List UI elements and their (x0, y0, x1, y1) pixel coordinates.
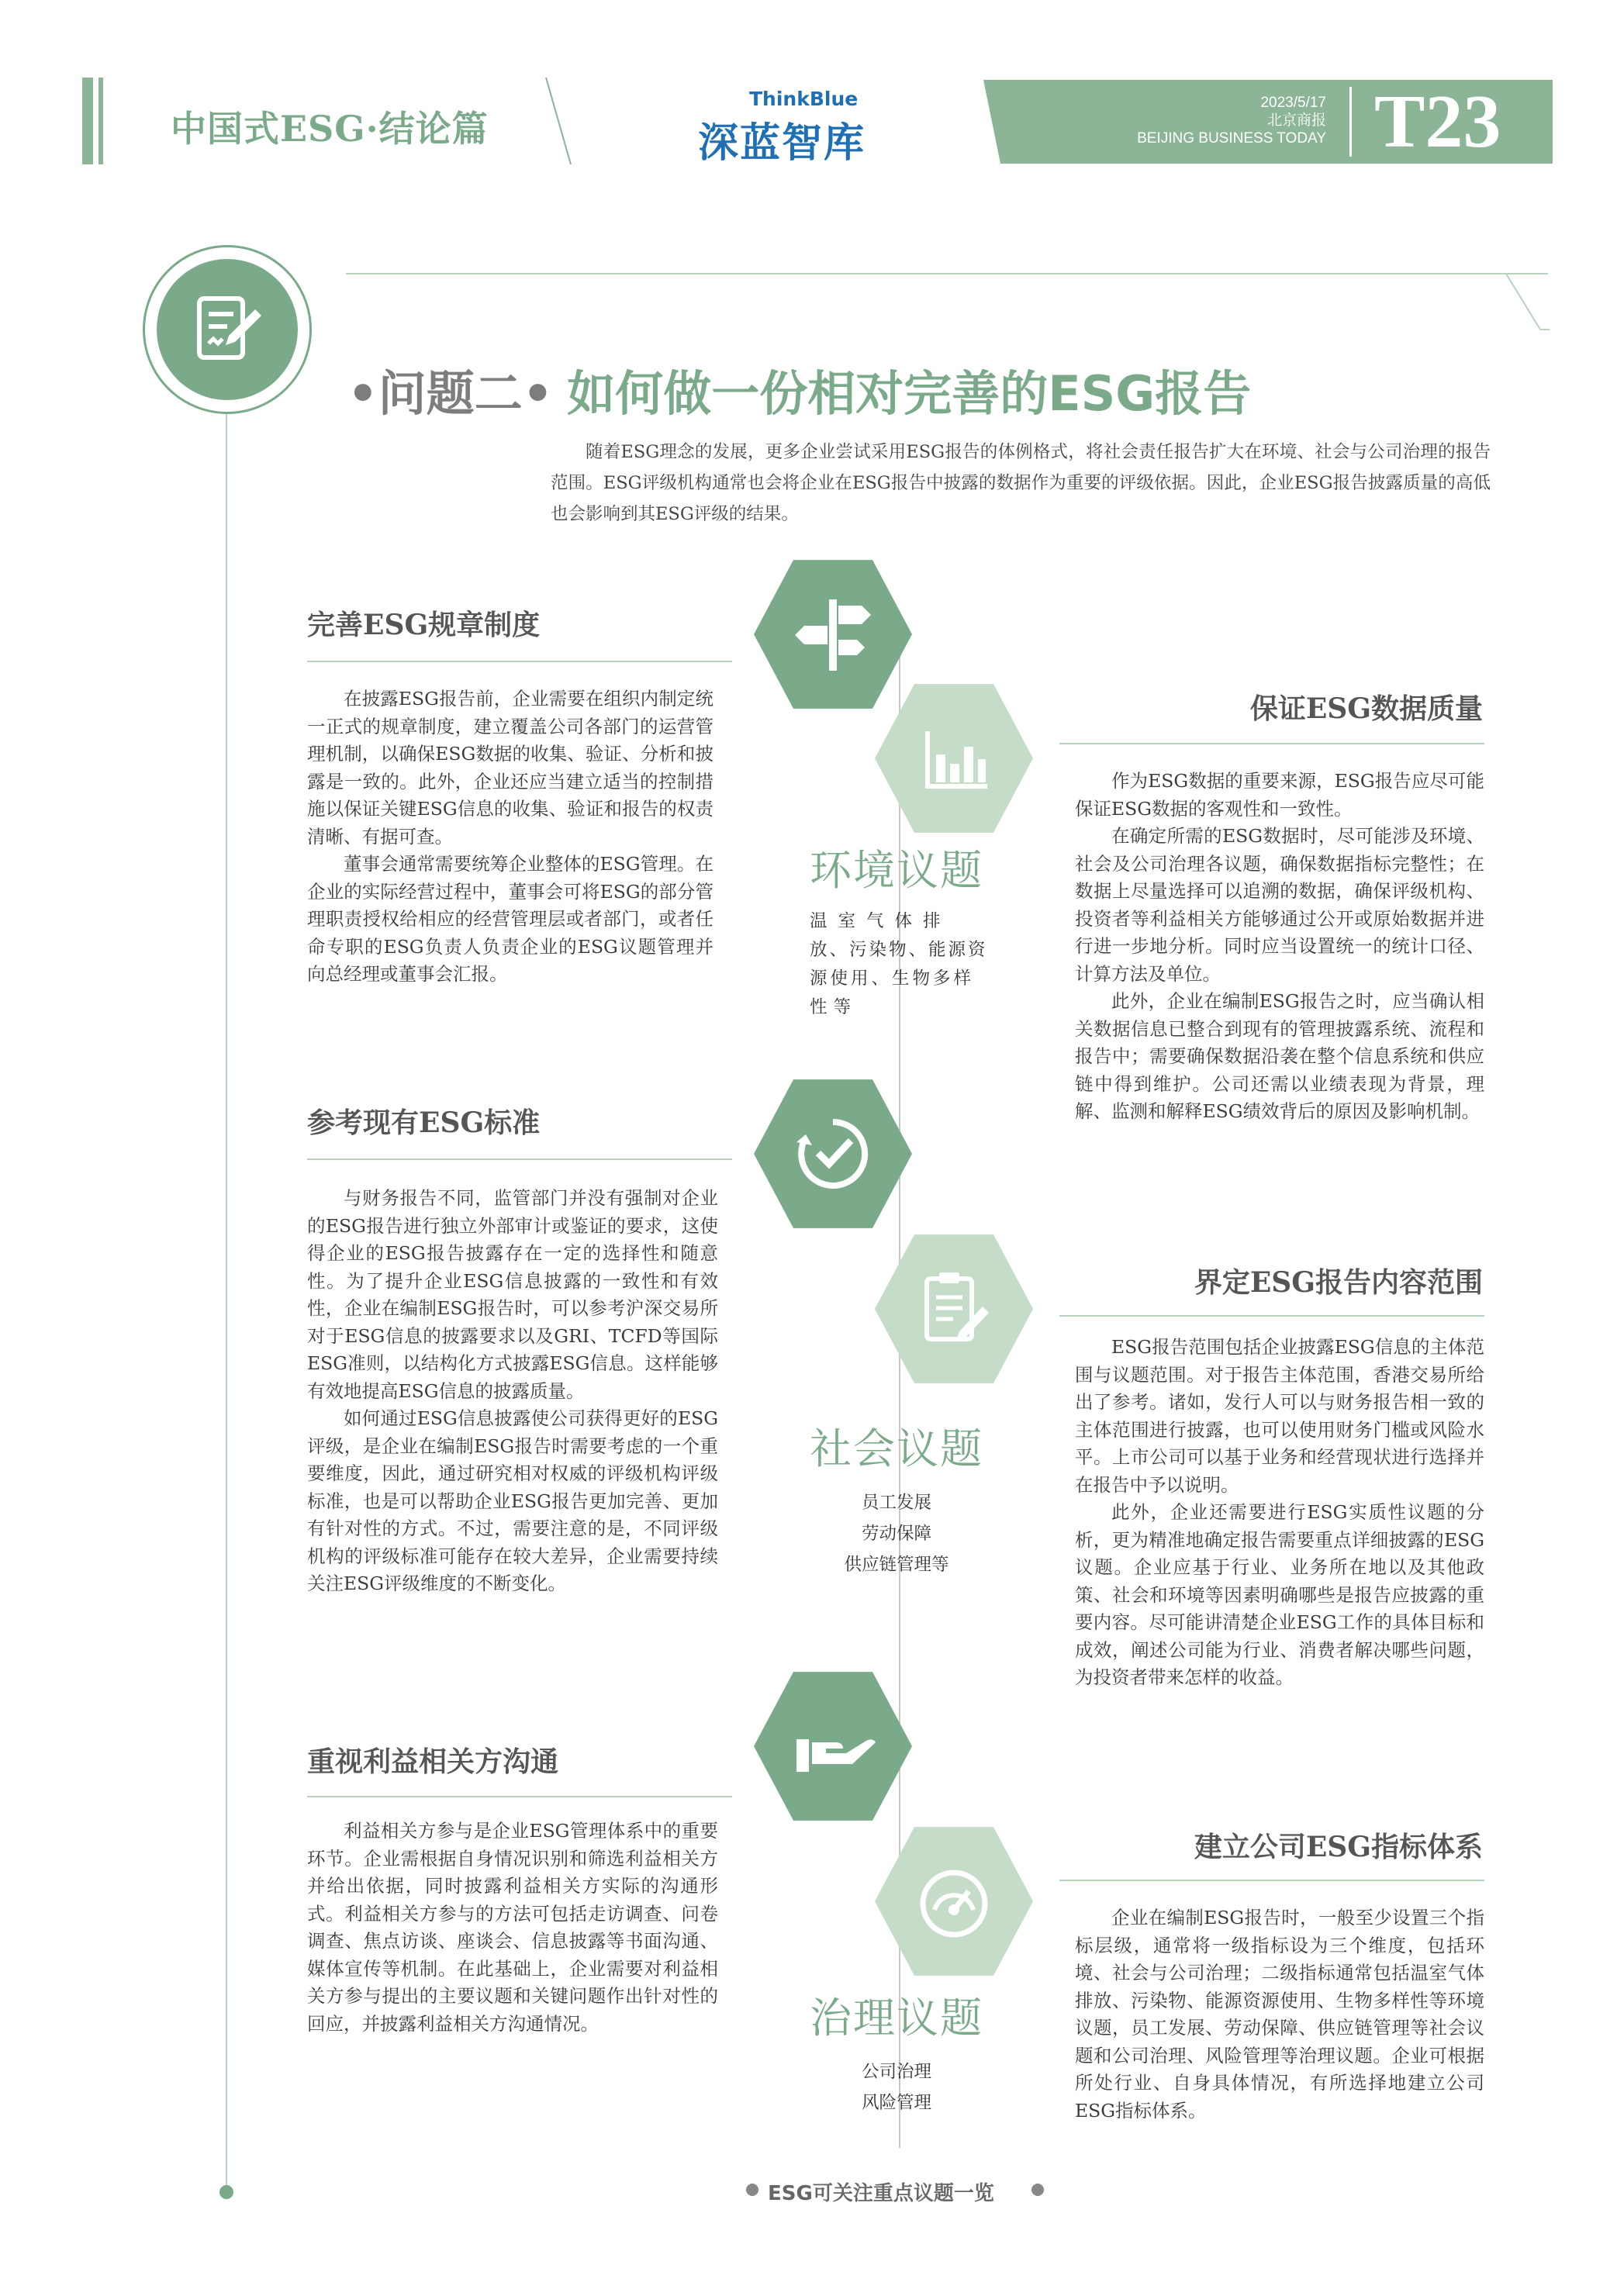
hex-hand (754, 1667, 912, 1825)
title-prefix: •问题二• (347, 365, 554, 422)
paper-name-en: BEIJING BUSINESS TODAY (1137, 130, 1326, 147)
title-icon-inner (157, 259, 298, 400)
document-edit-icon (188, 291, 266, 368)
section-rule (1059, 1880, 1484, 1881)
section-heading-scope: 界定ESG报告内容范围 (1194, 1266, 1483, 1299)
section-body-stakeholders: 利益相关方参与是企业ESG管理体系中的重要环节。企业需根据自身情况识别和筛选利益相关方并给出依据，同时披露利益相关方实际的沟通形式。利益相关方参与的方法可包括走访调查、问卷调查、焦点访谈、座谈会、信息披露等书面沟通、媒体宣传等机制。在此基础上，企业需要对利益相关方参与提出的主要议题和关键问题作出针对性的回应，并披露利益相关方沟通情况。 (307, 1820, 718, 2035)
timeline-line (226, 411, 227, 2191)
header-meta (1070, 94, 1326, 147)
section-heading-data-quality: 保证ESG数据质量 (1249, 692, 1483, 725)
brand-logo-cn: 深蓝智库 (698, 120, 866, 167)
title-rule-drop (1505, 274, 1551, 331)
section-rule (307, 661, 732, 662)
topic-title-governance: 治理议题 (810, 1994, 983, 2042)
page-number: T23 (1374, 80, 1501, 164)
title-main: 如何做一份相对完善的ESG报告 (567, 365, 1252, 422)
page-title (347, 355, 1251, 424)
bar-chart-icon (911, 716, 997, 801)
header-diagonal-line (543, 76, 574, 166)
header-left-bar-thick (82, 78, 93, 164)
topic-title-social: 社会议题 (810, 1424, 983, 1473)
topic-items-governance: 公司治理 风险管理 (861, 2062, 931, 2113)
timeline-end-dot (219, 2185, 233, 2199)
paper-name-cn: 北京商报 (1266, 112, 1326, 129)
section-body-standards: 与财务报告不同，监管部门并没有强制对企业的ESG报告进行独立外部审计或鉴证的要求，这使得企业的ESG报告披露存在一定的选择性和随意性。为了提升企业ESG信息披露的一致性和有效性，企业在编制ESG报告时，可以参考沪深交易所对于ESG信息的披露要求以及GRI、TCFD等国际ESG准则，以结构化方式披露ESG信息。这样能够有效地提高ESG信息的披露质量。 如何通过ESG信息披露使公司获得更好的ESG评级，是企业在编制ESG报告时需要考虑的一个重要维度，因此，通过研究相对权威的评级机构评级标准，也是可以帮助企业ESG报告更加完善、更加有针对性的方式。不过，需要注意的是，不同评级机构的评级标准可能存在较大差异，企业需要持续关注ESG评级维度的不断变化。 (307, 1187, 718, 1594)
section-body-rules: 在披露ESG报告前，企业需要在组织内制定统一正式的规章制度，建立覆盖公司各部门的运营管理机制，以确保ESG数据的收集、验证、分析和披露是一致的。此外，企业还应当建立适当的控制措施以保证关键ESG信息的收集、验证和报告的权责清晰、有据可查。 董事会通常需要统筹企业整体的ESG管理。在企业的实际经营过程中，董事会可将ESG的部分管理职责授权给相应的经营管理层或者部门，或者任命专职的ESG负责人负责企业的ESG议题管理并向总经理或董事会汇报。 (307, 688, 714, 985)
caption-dot-left (746, 2184, 758, 2196)
signpost-icon (790, 592, 876, 677)
section-body-scope: ESG报告范围包括企业披露ESG信息的主体范围与议题范围。对于报告主体范围，香港交易所给出了参考。诸如，发行人可以与财务报告相一致的主体范围进行披露，也可以使用财务门槛或风险水平。上市公司可以基于业务和经营现状进行选择并在报告中予以说明。 此外，企业还需要进行ESG实质性议题的分析，更为精准地确定报告需要重点详细披露的ESG议题。企业应基于行业、业务所在地以及其他政策、社会和环境等因素明确哪些是报告应披露的重要内容。尽可能讲清楚企业ESG工作的具体目标和成效，阐述公司能为行业、消费者解决哪些问题，为投资者带来怎样的收益。 (1075, 1336, 1484, 1688)
section-body-index-system: 企业在编制ESG报告时，一般至少设置三个指标层级，通常将一级指标设为三个维度，包括环境、社会与公司治理；二级指标通常包括温室气体排放、污染物、能源资源使用、生物多样性等环境议题，员工发展、劳动保障、供应链管理等社会议题和公司治理、风险管理等治理议题。企业可根据所处行业、自身具体情况，有所选择地建立公司ESG指标体系。 (1075, 1907, 1484, 2122)
header-left-bar-thin (98, 78, 103, 164)
title-top-rule (346, 273, 1548, 274)
section-heading-rules: 完善ESG规章制度 (307, 609, 541, 641)
caption-dot-right (1031, 2184, 1044, 2196)
section-name: 中国式ESG·结论篇 (171, 108, 489, 150)
section-rule (307, 1158, 732, 1160)
hand-icon (790, 1704, 876, 1789)
topic-title-environment: 环境议题 (810, 846, 983, 895)
topic-items-social: 员工发展 劳动保障 供应链管理等 (844, 1493, 949, 1575)
clock-check-icon (790, 1111, 876, 1196)
hex-clock-check (754, 1075, 912, 1233)
section-rule (307, 1796, 732, 1797)
intro-paragraph: 随着ESG理念的发展，更多企业尝试采用ESG报告的体例格式，将社会责任报告扩大在环境、社会与公司治理的报告范围。ESG评级机构通常也会将企业在ESG报告中披露的数据作为重要的评级依据。因此，企业ESG报告披露质量的高低也会影响到其ESG评级的结果。 (551, 442, 1491, 524)
gauge-icon (911, 1859, 997, 1944)
section-heading-standards: 参考现有ESG标准 (307, 1107, 541, 1139)
brand-logo-en: ThinkBlue (749, 88, 859, 110)
issue-date: 2023/5/17 (1260, 95, 1326, 111)
hex-signpost (754, 555, 912, 713)
header-divider (1349, 87, 1352, 157)
clipboard-pen-icon (911, 1266, 997, 1352)
section-heading-stakeholders: 重视利益相关方沟通 (307, 1745, 559, 1778)
section-rule (1059, 1315, 1484, 1317)
section-body-data-quality: 作为ESG数据的重要来源，ESG报告应尽可能保证ESG数据的客观性和一致性。 在确定所需的ESG数据时，尽可能涉及环境、社会及公司治理各议题，确保数据指标完整性；在数据上尽量选择可以追溯的数据，确保评级机构、投资者等利益相关方能够通过公开或原始数据并进行进一步地分析。同时应当设置统一的统计口径、计算方法及单位。 此外，企业在编制ESG报告之时，应当确认相关数据信息已整合到现有的管理披露系统、流程和报告中；需要确保数据沿袭在整个信息系统和供应链中得到维护。公司还需以业绩表现为背景，理解、监测和解释ESG绩效背后的原因及影响机制。 (1075, 770, 1484, 1122)
figure-caption: ESG可关注重点议题一览 (768, 2182, 994, 2205)
section-rule (1059, 743, 1484, 744)
section-heading-index-system: 建立公司ESG指标体系 (1194, 1831, 1483, 1863)
topic-items-environment: 温室气体排 放、污染物、能源资 源使用、生物多样 性等 (810, 911, 988, 1017)
